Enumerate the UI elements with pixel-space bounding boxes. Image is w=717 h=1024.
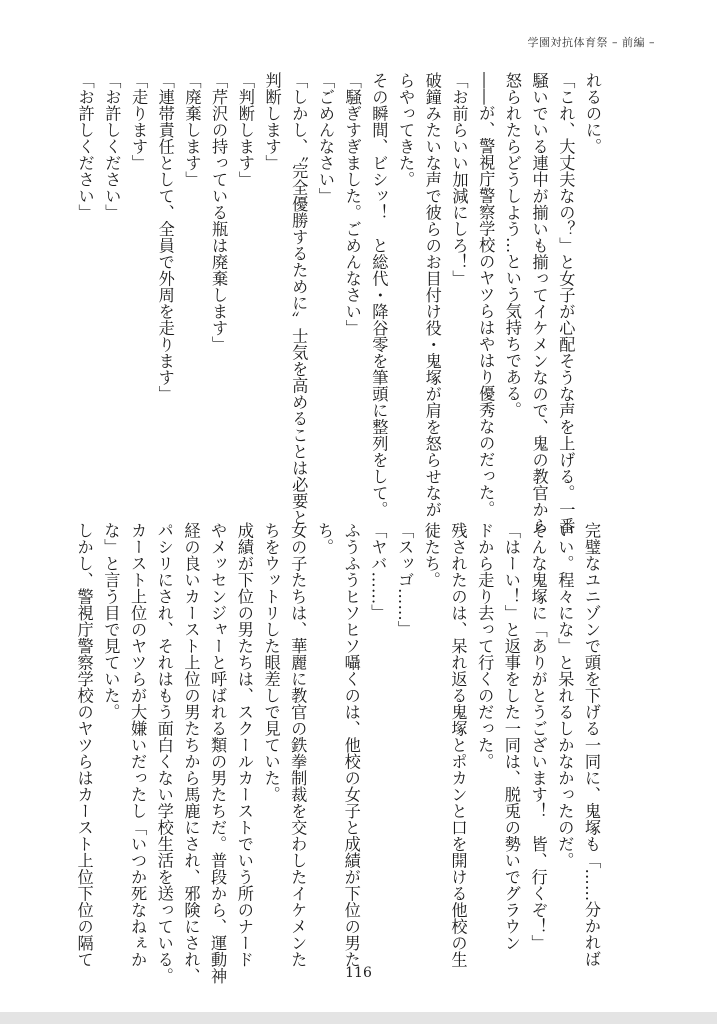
text-line: そんな鬼塚に「ありがとうございます！ 皆、行くぞ！」 xyxy=(528,522,548,951)
text-line: 破鐘みたいな声で彼らのお目付け役・鬼塚が肩を怒らせなが xyxy=(422,72,442,518)
text-line: 「判断します」 xyxy=(235,72,255,188)
page-bottom-edge xyxy=(0,1012,717,1024)
page-number: 116 xyxy=(345,965,372,981)
text-line: 「お前らいい加減にしろ！」 xyxy=(449,72,469,287)
text-line: 「お許しください」 xyxy=(102,72,122,221)
running-head: 学園対抗体育祭 – 前編 – xyxy=(527,36,655,49)
text-line: ちをウットリした眼差しで見ていた。 xyxy=(261,522,281,803)
text-line: 「走ります」 xyxy=(129,72,149,171)
text-line: 騒いでいる連中が揃いも揃ってイケメンなので、鬼の教官から xyxy=(529,72,549,534)
text-line: 「はーい！」と返事をした一同は、脱兎の勢いでグラウン xyxy=(501,522,521,951)
text-line: カースト上位のヤツらが大嫌いだったし「いつか死なねぇか xyxy=(128,522,148,968)
text-line: 「ヤバ……」 xyxy=(368,522,388,621)
text-line: 「連帯責任として、全員で外周を走ります」 xyxy=(155,72,175,402)
text-line: パシリにされ、それはもう面白くない学校生活を送っている。 xyxy=(154,522,174,984)
text-line: 経の良いカースト上位の男たちから馬鹿にされ、邪険にされ、 xyxy=(181,522,201,984)
text-line: 「これ、大丈夫なの？」と女子が心配そうな声を上げる。一番 xyxy=(556,72,576,534)
text-line: ち。 xyxy=(314,522,334,555)
text-line: やメッセンジャーと呼ばれる類の男たちだ。普段から、運動神 xyxy=(208,522,228,984)
text-line: な」と言う目で見ていた。 xyxy=(101,522,121,720)
text-line: らやってきた。 xyxy=(396,72,416,188)
text-line: 「芹沢の持っている瓶は廃棄します」 xyxy=(209,72,229,353)
text-line: ――が、警視庁警察学校のヤツらはやはり優秀なのだった。 xyxy=(476,72,496,518)
text-line: 残されたのは、呆れ返る鬼塚とポカンと口を開ける他校の生 xyxy=(448,522,468,968)
text-line: 徒たち。 xyxy=(421,522,441,588)
text-line: 「お許しください」 xyxy=(75,72,95,221)
text-line: しかし、警視庁警察学校のヤツらはカースト上位下位の隔て xyxy=(74,522,94,968)
text-line: ふうふうヒソヒソ囁くのは、他校の女子と成績が下位の男た xyxy=(341,522,361,968)
text-line: 「ごめんなさい」 xyxy=(315,72,335,204)
text-line: その瞬間、ビシッ！ と総代・降谷零を筆頭に整列をして。 xyxy=(369,72,389,518)
text-line: 判断します」 xyxy=(262,72,282,171)
text-line: いい。程々にな」と呆れるしかなかったのだ。 xyxy=(555,522,575,869)
text-line: 女の子たちは、華麗に教官の鉄拳制裁を交わしたイケメンた xyxy=(288,522,308,968)
text-line: 「スッゴ……」 xyxy=(395,522,415,638)
text-line: れるのに。 xyxy=(583,72,602,155)
text-line: 「廃棄します」 xyxy=(182,72,202,188)
text-line: 怒られたらどうしよう…という気持ちである。 xyxy=(502,72,522,419)
text-line: 完璧なユニゾンで頭を下げる一同に、鬼塚も「……分かれば xyxy=(582,522,601,968)
text-line: 「騒ぎすぎました。ごめんなさい」 xyxy=(342,72,362,336)
text-line: ドから走り去って行くのだった。 xyxy=(475,522,495,770)
upper-text-block xyxy=(75,72,605,534)
text-line: 「しかし、〝完全優勝するために〟士気を高めることは必要と xyxy=(289,72,309,526)
text-line: 成績が下位の男たちは、スクールカーストでいう所のナード xyxy=(234,522,254,968)
